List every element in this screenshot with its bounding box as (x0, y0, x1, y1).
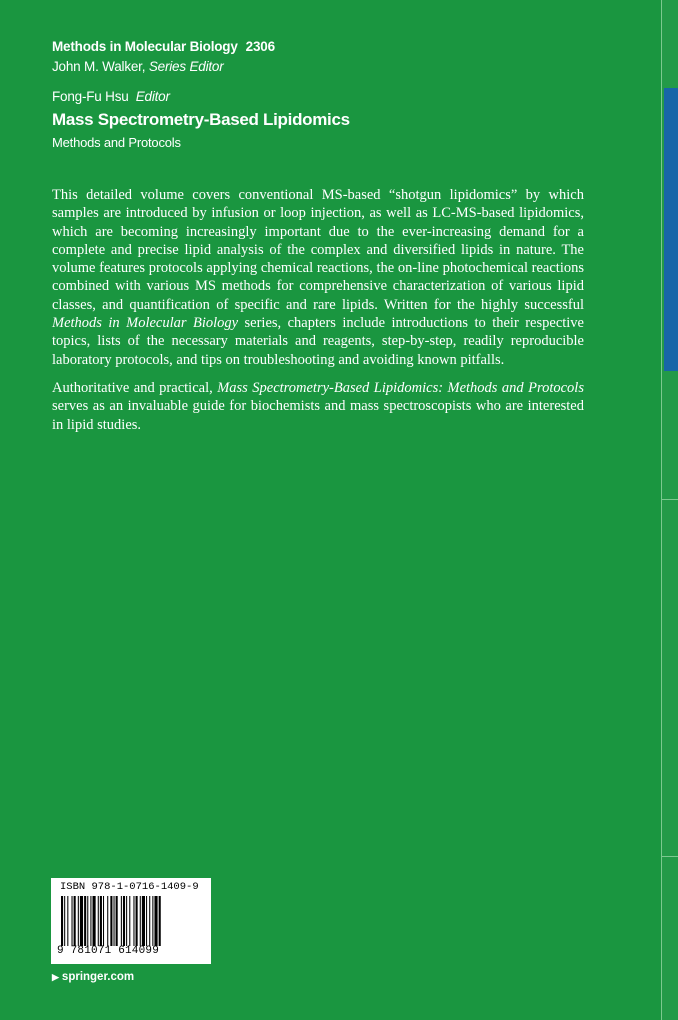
book-subtitle: Methods and Protocols (52, 135, 181, 150)
series-number: 2306 (245, 39, 275, 54)
series-name: Methods in Molecular Biology (52, 39, 238, 54)
publisher-url: springer.com (61, 971, 135, 983)
spine-divider (662, 499, 678, 500)
series-editor-role: Series Editor (148, 59, 224, 74)
isbn-label: ISBN 978-1-0716-1409-9 (60, 881, 199, 893)
spine-divider (662, 856, 678, 857)
paragraph-1-text-b: series, chapters include introductions to their respective topics, lists of the necessary materials and reagents, step-by-step, readily reproducible laboratory protocols, and tips on troubleshooting and avoiding known pitfalls. (52, 315, 584, 368)
publisher-link[interactable] (52, 971, 134, 983)
isbn-digits: 9 781071 614099 (57, 945, 160, 957)
paragraph-1-text-a: This detailed volume covers conventional MS-based “shotgun lipidomics” by which samples are introduced by infusion or loop injection, as well as LC-MS-based lipidomics, which are becoming increasingly important due to the ever-increasing demand for a complete and precise lipid analysis of the complex and diversified lipids in nature. The volume features protocols applying chemical reactions, the on-line photochemical reactions combined with various MS methods for comprehensive characterization of various lipid classes, and quantification of specific and rare lipids. Written for the highly successful (52, 187, 584, 313)
editor-role: Editor (135, 89, 170, 104)
spine-edge-line (661, 0, 662, 1020)
barcode-icon (61, 896, 201, 946)
series-editor-line (52, 59, 224, 74)
series-line (52, 39, 275, 54)
paragraph-1-series-name: Methods in Molecular Biology (52, 315, 239, 332)
paragraph-2-book-name: Mass Spectrometry-Based Lipidomics: Methods and Protocols (217, 379, 584, 396)
editor-name: Fong-Fu Hsu (52, 89, 129, 104)
spine-blue-band (664, 88, 678, 371)
paragraph-2-text-b: serves as an invaluable guide for biochemists and mass spectroscopists who are interested in lipid studies. (52, 398, 584, 433)
isbn-barcode-box (51, 878, 211, 964)
description-paragraph-1 (52, 186, 584, 369)
editor-line (52, 89, 170, 104)
series-editor-name: John M. Walker, (52, 59, 146, 74)
arrow-right-icon: ▶ (52, 972, 59, 982)
book-title: Mass Spectrometry-Based Lipidomics (52, 110, 350, 129)
description-paragraph-2 (52, 379, 584, 434)
paragraph-2-text-a: Authoritative and practical, (52, 379, 218, 396)
description (52, 186, 584, 444)
